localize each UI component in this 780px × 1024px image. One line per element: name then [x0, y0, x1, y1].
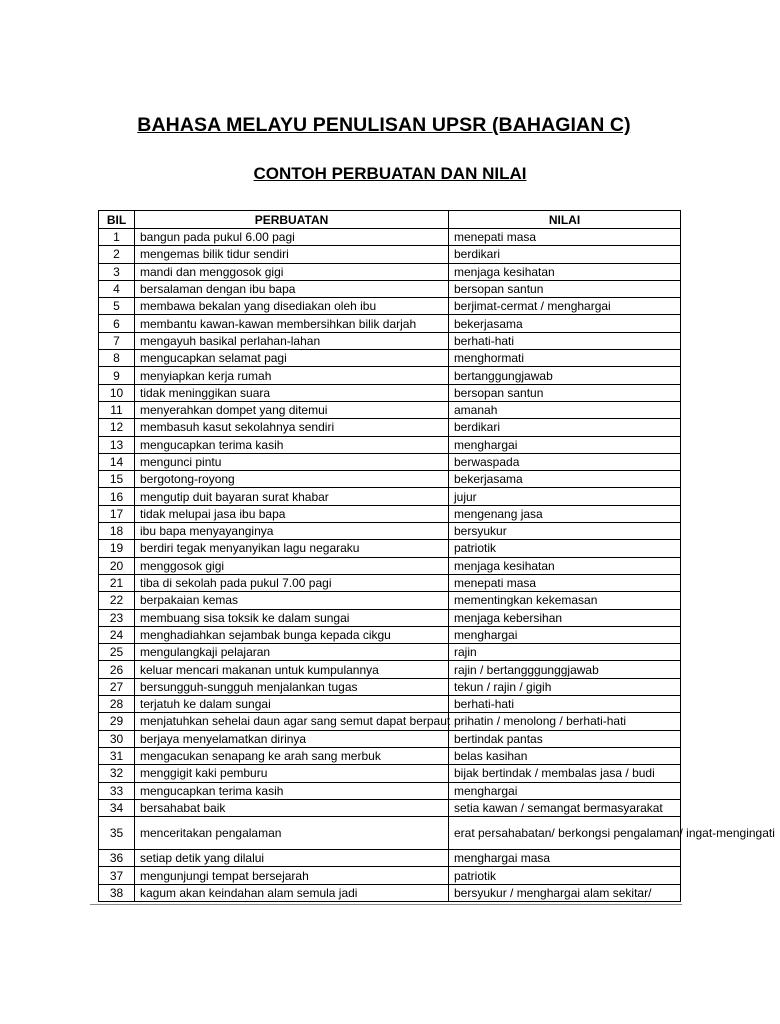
table-row	[99, 867, 681, 884]
table-row	[99, 401, 681, 418]
table-row	[99, 592, 681, 609]
page-subtitle: CONTOH PERBUATAN DAN NILAI	[253, 164, 527, 183]
cell-perbuatan: tidak meninggikan suara	[135, 384, 449, 401]
table-row	[99, 488, 681, 505]
cell-nilai: erat persahabatan/ berkongsi pengalaman/ ingat-mengingati	[449, 817, 681, 850]
table-row	[99, 799, 681, 816]
cell-bil: 17	[99, 505, 135, 522]
cell-bil: 10	[99, 384, 135, 401]
cell-perbuatan: ibu bapa menyayanginya	[135, 523, 449, 540]
cell-nilai: bersopan santun	[449, 280, 681, 297]
cell-bil: 1	[99, 229, 135, 246]
table-row	[99, 523, 681, 540]
header-nilai: NILAI	[449, 211, 681, 229]
table-row	[99, 574, 681, 591]
cell-bil: 23	[99, 609, 135, 626]
cell-perbuatan: membasuh kasut sekolahnya sendiri	[135, 419, 449, 436]
cell-bil: 24	[99, 626, 135, 643]
cell-perbuatan: berjaya menyelamatkan dirinya	[135, 730, 449, 747]
table-row	[99, 626, 681, 643]
cell-nilai: mengenang jasa	[449, 505, 681, 522]
cell-bil: 3	[99, 263, 135, 280]
header-bil: BIL	[99, 211, 135, 229]
cell-perbuatan: membuang sisa toksik ke dalam sungai	[135, 609, 449, 626]
table-row	[99, 384, 681, 401]
cell-nilai: setia kawan / semangat bermasyarakat	[449, 799, 681, 816]
cell-perbuatan: keluar mencari makanan untuk kumpulannya	[135, 661, 449, 678]
cell-perbuatan: kagum akan keindahan alam semula jadi	[135, 884, 449, 901]
cell-nilai: tekun / rajin / gigih	[449, 678, 681, 695]
cell-bil: 38	[99, 884, 135, 901]
cell-nilai: menghargai	[449, 436, 681, 453]
cell-nilai: bijak bertindak / membalas jasa / budi	[449, 765, 681, 782]
cell-perbuatan: mandi dan menggosok gigi	[135, 263, 449, 280]
cell-bil: 32	[99, 765, 135, 782]
cell-bil: 22	[99, 592, 135, 609]
cell-bil: 25	[99, 644, 135, 661]
table-row	[99, 765, 681, 782]
cell-perbuatan: membawa bekalan yang disediakan oleh ibu	[135, 298, 449, 315]
cell-nilai: menghargai masa	[449, 850, 681, 867]
cell-nilai: menghargai	[449, 782, 681, 799]
cell-nilai: bersyukur / menghargai alam sekitar/	[449, 884, 681, 901]
cell-bil: 4	[99, 280, 135, 297]
cell-nilai: rajin / bertangggunggjawab	[449, 661, 681, 678]
table-row	[99, 730, 681, 747]
cell-bil: 36	[99, 850, 135, 867]
table-row	[99, 782, 681, 799]
cell-nilai: mementingkan kekemasan	[449, 592, 681, 609]
cell-perbuatan: mengutip duit bayaran surat khabar	[135, 488, 449, 505]
cell-perbuatan: menceritakan pengalaman	[135, 817, 449, 850]
cell-bil: 2	[99, 246, 135, 263]
cell-nilai: menepati masa	[449, 229, 681, 246]
table-row	[99, 436, 681, 453]
table-row	[99, 696, 681, 713]
cell-nilai: bersyukur	[449, 523, 681, 540]
cell-nilai: menjaga kesihatan	[449, 263, 681, 280]
cell-nilai: bekerjasama	[449, 315, 681, 332]
table-row	[99, 453, 681, 470]
cell-nilai: berdikari	[449, 419, 681, 436]
cell-perbuatan: bergotong-royong	[135, 471, 449, 488]
table-row	[99, 263, 681, 280]
cell-perbuatan: mengayuh basikal perlahan-lahan	[135, 332, 449, 349]
table-row	[99, 315, 681, 332]
cell-perbuatan: menyerahkan dompet yang ditemui	[135, 401, 449, 418]
cell-bil: 16	[99, 488, 135, 505]
table-row	[99, 747, 681, 764]
cell-perbuatan: mengucapkan selamat pagi	[135, 350, 449, 367]
bottom-divider	[90, 904, 682, 905]
cell-nilai: menghormati	[449, 350, 681, 367]
cell-nilai: berhati-hati	[449, 332, 681, 349]
cell-bil: 11	[99, 401, 135, 418]
table-row	[99, 367, 681, 384]
cell-perbuatan: mengunjungi tempat bersejarah	[135, 867, 449, 884]
cell-nilai: prihatin / menolong / berhati-hati	[449, 713, 681, 730]
table-row	[99, 298, 681, 315]
cell-nilai: menjaga kebersihan	[449, 609, 681, 626]
cell-nilai: menghargai	[449, 626, 681, 643]
cell-nilai: patriotik	[449, 540, 681, 557]
cell-bil: 33	[99, 782, 135, 799]
table-row	[99, 505, 681, 522]
table-row	[99, 661, 681, 678]
cell-perbuatan: bangun pada pukul 6.00 pagi	[135, 229, 449, 246]
cell-bil: 35	[99, 817, 135, 850]
cell-perbuatan: bersungguh-sungguh menjalankan tugas	[135, 678, 449, 695]
cell-bil: 28	[99, 696, 135, 713]
table-row	[99, 850, 681, 867]
cell-nilai: menepati masa	[449, 574, 681, 591]
table-row	[99, 817, 681, 850]
cell-perbuatan: berdiri tegak menyanyikan lagu negaraku	[135, 540, 449, 557]
cell-bil: 9	[99, 367, 135, 384]
cell-perbuatan: mengunci pintu	[135, 453, 449, 470]
cell-perbuatan: menyiapkan kerja rumah	[135, 367, 449, 384]
table-body	[99, 229, 775, 902]
values-table	[98, 210, 775, 902]
cell-bil: 7	[99, 332, 135, 349]
cell-nilai: berhati-hati	[449, 696, 681, 713]
cell-bil: 8	[99, 350, 135, 367]
cell-nilai: berwaspada	[449, 453, 681, 470]
cell-bil: 15	[99, 471, 135, 488]
cell-bil: 14	[99, 453, 135, 470]
cell-nilai: bekerjasama	[449, 471, 681, 488]
table-row	[99, 678, 681, 695]
table-row	[99, 229, 681, 246]
table-row	[99, 540, 681, 557]
cell-perbuatan: bersalaman dengan ibu bapa	[135, 280, 449, 297]
header-perbuatan: PERBUATAN	[135, 211, 449, 229]
cell-bil: 20	[99, 557, 135, 574]
cell-perbuatan: menggigit kaki pemburu	[135, 765, 449, 782]
cell-bil: 12	[99, 419, 135, 436]
cell-bil: 18	[99, 523, 135, 540]
cell-perbuatan: menghadiahkan sejambak bunga kepada cikgu	[135, 626, 449, 643]
table-header	[99, 211, 681, 229]
cell-perbuatan: mengacukan senapang ke arah sang merbuk	[135, 747, 449, 764]
cell-nilai: bertindak pantas	[449, 730, 681, 747]
cell-nilai: patriotik	[449, 867, 681, 884]
table-row	[99, 419, 681, 436]
cell-bil: 34	[99, 799, 135, 816]
header-row	[99, 211, 681, 229]
cell-bil: 6	[99, 315, 135, 332]
cell-perbuatan: mengemas bilik tidur sendiri	[135, 246, 449, 263]
cell-perbuatan: bersahabat baik	[135, 799, 449, 816]
cell-bil: 37	[99, 867, 135, 884]
table-row	[99, 644, 681, 661]
table-row	[99, 280, 681, 297]
cell-nilai: berjimat-cermat / menghargai	[449, 298, 681, 315]
cell-nilai: menjaga kesihatan	[449, 557, 681, 574]
cell-perbuatan: setiap detik yang dilalui	[135, 850, 449, 867]
cell-nilai: belas kasihan	[449, 747, 681, 764]
cell-bil: 26	[99, 661, 135, 678]
table-row	[99, 609, 681, 626]
table-row	[99, 332, 681, 349]
table-row	[99, 471, 681, 488]
table-row	[99, 557, 681, 574]
cell-perbuatan: mengulangkaji pelajaran	[135, 644, 449, 661]
page-title: BAHASA MELAYU PENULISAN UPSR (BAHAGIAN C)	[137, 114, 631, 136]
cell-nilai: rajin	[449, 644, 681, 661]
cell-perbuatan: terjatuh ke dalam sungai	[135, 696, 449, 713]
cell-nilai: bertanggungjawab	[449, 367, 681, 384]
cell-nilai: bersopan santun	[449, 384, 681, 401]
cell-perbuatan: mengucapkan terima kasih	[135, 782, 449, 799]
cell-perbuatan: menjatuhkan sehelai daun agar sang semut dapat berpaut	[135, 713, 449, 730]
cell-bil: 29	[99, 713, 135, 730]
cell-nilai: amanah	[449, 401, 681, 418]
cell-bil: 5	[99, 298, 135, 315]
table-row	[99, 246, 681, 263]
cell-bil: 19	[99, 540, 135, 557]
cell-perbuatan: membantu kawan-kawan membersihkan bilik darjah	[135, 315, 449, 332]
cell-bil: 13	[99, 436, 135, 453]
table-row	[99, 713, 681, 730]
cell-perbuatan: menggosok gigi	[135, 557, 449, 574]
cell-perbuatan: mengucapkan terima kasih	[135, 436, 449, 453]
cell-bil: 27	[99, 678, 135, 695]
cell-bil: 31	[99, 747, 135, 764]
cell-perbuatan: tidak melupai jasa ibu bapa	[135, 505, 449, 522]
cell-nilai: berdikari	[449, 246, 681, 263]
cell-bil: 30	[99, 730, 135, 747]
cell-bil: 21	[99, 574, 135, 591]
table-row	[99, 350, 681, 367]
cell-nilai: jujur	[449, 488, 681, 505]
cell-perbuatan: berpakaian kemas	[135, 592, 449, 609]
table-row	[99, 884, 681, 901]
cell-perbuatan: tiba di sekolah pada pukul 7.00 pagi	[135, 574, 449, 591]
